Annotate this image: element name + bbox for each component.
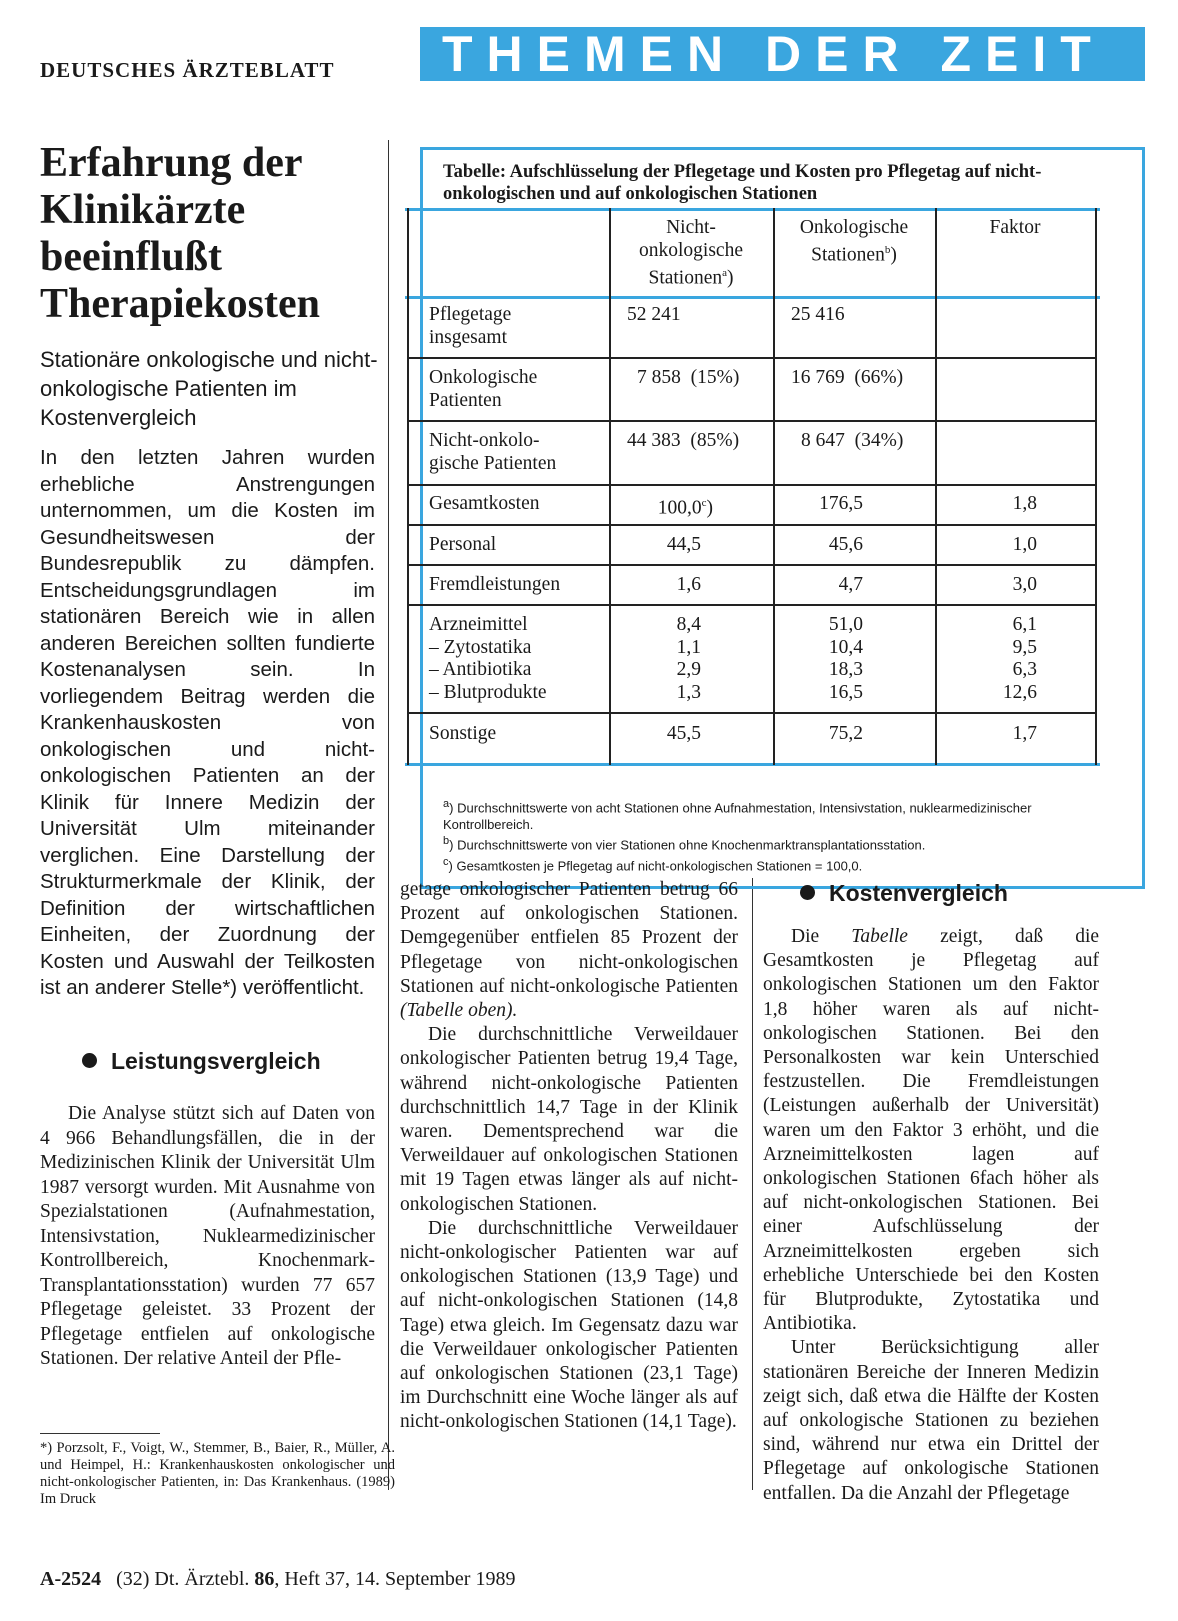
note-text: Durchschnittswerte von acht Stationen ohne Aufnahmestation, Intensivstation, nuklearmedizinischer Kontrollbereich.	[443, 800, 1032, 833]
citation-text: , Heft 37, 14. September 1989	[274, 1568, 516, 1590]
table-header-nononko: Nicht- onkologische Stationen$^a$)	[639, 217, 743, 289]
paragraph	[400, 878, 738, 1023]
table-cell: 1,8	[1012, 493, 1037, 514]
table-note: $^c$) Gesamtkosten je Pflegetag auf nicht-onkologischen Stationen = 100,0.	[443, 855, 863, 873]
column-divider	[752, 878, 753, 1490]
table-rule	[1095, 208, 1097, 765]
body-column-1	[40, 1102, 375, 1372]
note-text: Gesamtkosten je Pflegetag auf nicht-onkologischen Stationen = 100,0.	[456, 857, 863, 873]
table-cell	[775, 614, 863, 704]
section-title: Kostenvergleich	[829, 880, 1008, 906]
table-cell	[937, 614, 1037, 704]
table-cell: 44 383 (85%)	[627, 430, 740, 451]
label-line: insgesamt	[429, 327, 507, 348]
table-row-label: Personal	[429, 534, 497, 555]
label-line: – Blutprodukte	[429, 681, 547, 703]
label-line: Nicht-onkolo-	[429, 430, 540, 451]
volume-number: 86	[254, 1568, 275, 1590]
label-line: gische Patienten	[429, 453, 557, 474]
table-rule	[405, 763, 1100, 766]
table-row-label: Fremdleistungen	[429, 574, 561, 595]
subheadline: Stationäre onkologische und nicht-onkologische Patienten im Kostenvergleich	[40, 347, 378, 430]
table-header-onko: Onkologische Stationen$^b$)	[799, 217, 909, 266]
table-cell: 3,0	[1012, 574, 1037, 595]
header-line: onkologische	[639, 240, 743, 261]
table-cell: 176,5	[819, 493, 863, 514]
header-line: Nicht-	[666, 217, 716, 238]
cell-value: 6,3	[1012, 659, 1037, 680]
label-line: Pflegetage	[429, 304, 512, 325]
footnote-mark: a	[722, 267, 728, 279]
masthead: DEUTSCHES ÄRZTEBLATT	[40, 58, 335, 82]
table-rule	[407, 564, 1097, 566]
headline: Erfahrung der Klinikärzte beeinflußt Therapiekosten	[40, 140, 321, 327]
paragraph: Unter Berücksichtigung aller stationären Bereiche der Inneren Medizin zeigt sich, daß etwa die Hälfte der Kosten auf onkologische Stationen zu beziehen sind, während nur etwa ein Drittel der Pflegetage auf onkologische Stationen entfallen. Da die Anzahl der Pflegetage	[763, 1337, 1099, 1504]
header-line: Onkologische	[799, 217, 909, 238]
cell-value: 100,0	[657, 497, 702, 519]
cell-value: 2,9	[676, 659, 701, 680]
footnote-mark: a	[443, 798, 450, 810]
table-rule	[407, 208, 409, 765]
header-line: Stationen	[648, 267, 723, 289]
lead-paragraph: In den letzten Jahren wurden erhebliche Anstrengungen unternommen, um die Kosten im Gesundheitswesen der Bundesrepublik zu dämpfen. Entscheidungsgrundlagen im stationären Bereich wie in allen anderen Bereichen sollten fundierte Kostenanalysen sein. In vorliegendem Beitrag werden die Krankenhauskosten von onkologischen und nicht-onkologischen Patienten an der Klinik für Innere Medizin der Universität Ulm miteinander verglichen. Eine Darstellung der Strukturmerkmale der Klinik, der Definition der wirtschaftlichen Einheiten, der Zuordnung der Kosten und Auswahl der Teilkosten ist an anderer Stelle*) veröffentlicht.	[40, 446, 375, 999]
label-line: Onkologische	[429, 367, 538, 388]
bullet-icon	[800, 885, 815, 900]
cell-value: 16,5	[828, 681, 863, 703]
table-note: $^b$) Durchschnittswerte von vier Stationen ohne Knochenmarktransplantationsstation.	[443, 835, 926, 853]
bullet-icon	[82, 1053, 97, 1068]
table-rule	[407, 604, 1097, 606]
cell-value: 1,1	[676, 636, 701, 658]
table-cell: 44,5	[666, 534, 701, 555]
paragraph: Die durchschnittliche Verweildauer nicht-onkologischer Patienten war auf onkologischen Stationen (13,9 Tage) und auf nicht-onkologischen Stationen (14,8 Tage) etwa gleich. Im Gegensatz dazu war die Verweildauer onkologischer Patienten auf onkologischen Stationen (23,1 Tage) im Durchschnitt eine Woche länger als auf nicht-onkologischen Stationen (14,1 Tage).	[400, 1217, 738, 1433]
paragraph	[763, 925, 1099, 1336]
table-cell: 1,7	[1012, 723, 1037, 744]
table-cell: 1,0	[1012, 534, 1037, 555]
table-cell: 100,0$^c$)	[657, 497, 713, 519]
footnote-mark: c	[443, 855, 449, 868]
table-cell: 8 647 (34%)	[801, 430, 904, 451]
table-cell: 25 416	[791, 304, 845, 325]
table-header-factor: Faktor	[989, 217, 1041, 238]
cell-value: 18,3	[828, 659, 863, 680]
body-column-2	[400, 878, 738, 1435]
table-rule	[407, 712, 1097, 714]
table-row-label	[429, 614, 547, 704]
page-footer	[40, 1568, 515, 1591]
footnote-mark: b	[443, 835, 450, 848]
paragraph: Die Analyse stützt sich auf Daten von 4 966 Behandlungsfällen, die in der Medizinischen Klinik der Universität Ulm 1987 versorgt wurden. Mit Ausnahme von Spezialstationen (Aufnahmestation, Intensivstation, Nuklearmedizinischer Kontrollbereich, Knochenmark-Transplantationsstation) wurden 77 657 Pflegetage geleistet. 33 Prozent der Pflegetage entfielen auf onkologische Stationen. Der relative Anteil der Pfle-	[40, 1103, 375, 1369]
table-note: $^a$) Durchschnittswerte von acht Stationen ohne Aufnahmestation, Intensivstation, nuklearmedizinischer Kontrollbereich.	[443, 798, 1032, 833]
paragraph: Die durchschnittliche Verweildauer onkologischer Patienten betrug 19,4 Tage, während nicht-onkologische Patienten durchschnittlich 14,7 Tage in der Klinik waren. Dementsprechend war die Verweildauer auf onkologischen Stationen mit 19 Tagen etwas länger als auf nicht-onkologischen Stationen.	[400, 1024, 738, 1215]
footnote-mark: b	[884, 244, 891, 256]
table-cell: 7 858 (15%)	[637, 367, 740, 388]
table-row-label: Gesamtkosten	[429, 493, 540, 514]
table-rule	[405, 208, 1100, 211]
paragraph-text: getage onkologischer Patienten betrug 66 Prozent auf onkologischen Stationen. Demgegenüber entfielen 85 Prozent der Pflegetage von nicht-onkologischen Stationen auf nicht-onkologische Patienten	[400, 879, 738, 997]
column-divider	[388, 140, 389, 1490]
table-rule	[407, 357, 1097, 359]
table-reference: (Tabelle oben).	[400, 1000, 518, 1022]
cell-value: 8,4	[676, 614, 701, 635]
label-line: – Zytostatika	[429, 636, 532, 658]
cell-value: 12,6	[1002, 681, 1037, 703]
table-notes	[443, 796, 1123, 874]
paragraph-text: zeigt, daß die Gesamtkosten je Pflegetag auf onkologischen Stationen um den Faktor 1,8 höher waren als auf nicht-onkologischen Stationen. Bei den Personalkosten war kein Unterschied festzustellen. Die Fremdleistungen (Leistungen außerhalb der Universität) waren um den Faktor 3 erhöht, und die Arzneimittelkosten lagen auf onkologischen Stationen 6fach höher als auf nicht-onkologischen Stationen. Bei einer Aufschlüsselung der Arzneimittelkosten ergeben sich erhebliche Unterschiede bei den Kosten für Blutprodukte, Zytostatika und Antibiotika.	[763, 926, 1100, 1335]
table-row-label	[429, 366, 604, 412]
label-line: Patienten	[429, 390, 502, 411]
page-number: A-2524	[40, 1568, 102, 1590]
footnote-rule	[40, 1433, 160, 1434]
label-line: – Antibiotika	[429, 659, 532, 680]
table-row-label	[429, 303, 604, 349]
cell-value: 1,3	[676, 681, 701, 703]
section-heading-kostenvergleich	[800, 880, 1008, 907]
table-cell	[611, 614, 701, 704]
table-rule	[407, 484, 1097, 486]
table-cell: 45,5	[666, 723, 701, 744]
citation-text: (32) Dt. Ärztebl.	[116, 1568, 250, 1590]
cell-value: 9,5	[1012, 636, 1037, 658]
table-cell: 75,2	[828, 723, 863, 744]
table-rule	[405, 296, 1100, 299]
table-cell: 45,6	[828, 534, 863, 555]
body-column-3	[763, 925, 1099, 1506]
table-row-label	[429, 429, 604, 475]
cell-value: 6,1	[1012, 614, 1037, 635]
footnote-mark: c	[701, 497, 707, 509]
cell-value: 51,0	[828, 614, 863, 635]
section-heading-leistungsvergleich	[82, 1048, 321, 1075]
table-reference: Tabelle	[851, 926, 908, 947]
table-cell: 1,6	[676, 574, 701, 595]
paragraph-text: Die	[791, 926, 820, 947]
label-line: Arzneimittel	[429, 614, 528, 635]
section-banner: THEMEN DER ZEIT	[420, 27, 1145, 81]
cell-value: 10,4	[828, 636, 863, 658]
section-title: Leistungsvergleich	[111, 1048, 321, 1074]
footnote: *) Porzsolt, F., Voigt, W., Stemmer, B., Baier, R., Müller, A. und Heimpel, H.: Krankenhauskosten onkologischer und nicht-onkologischer Patienten, in: Das Krankenhaus. (1989) Im Druck	[40, 1440, 395, 1507]
table-rule	[407, 524, 1097, 526]
table-row-label: Sonstige	[429, 723, 497, 744]
table-title: Tabelle: Aufschlüsselung der Pflegetage und Kosten pro Pflegetag auf nicht-onkologischen und auf onkologischen Stationen	[443, 162, 1042, 204]
header-line: Stationen	[811, 244, 885, 266]
table-cell: 4,7	[838, 574, 863, 595]
note-text: Durchschnittswerte von vier Stationen ohne Knochenmarktransplantationsstation.	[457, 837, 926, 853]
table-rule	[407, 420, 1097, 422]
table-cell: 52 241	[627, 304, 681, 325]
table-cell: 16 769 (66%)	[791, 367, 904, 388]
